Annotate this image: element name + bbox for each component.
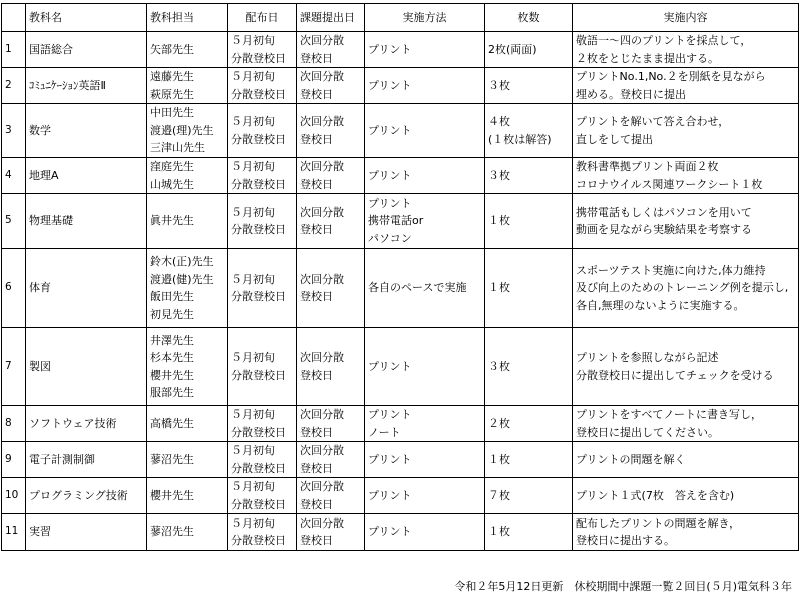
content-cell: [573, 32, 799, 68]
method-cell-line: 各自のペースで実施: [368, 281, 467, 295]
row-number: 11: [2, 514, 26, 551]
header-row: [2, 4, 799, 32]
content-cell-line: 配布したプリントの問題を解き，: [576, 516, 741, 530]
due-date-cell-line: 次回分散: [300, 205, 344, 219]
table-row: [2, 68, 799, 104]
row-number: 6: [2, 249, 26, 328]
teacher-cell-line: 服部先生: [150, 386, 194, 399]
method-cell-line: ノート: [368, 425, 401, 439]
distribution-date-cell-line: ５月初旬: [231, 272, 275, 286]
content-cell-line: 各自,無理のないように実施する。: [576, 298, 745, 312]
content-cell-line: スポーツテスト実施に向けた,体力維持: [576, 263, 766, 277]
sheet-count-cell: [485, 442, 573, 478]
distribution-date-cell-line: 分散登校日: [231, 368, 286, 382]
method-cell: [365, 249, 485, 328]
distribution-date-cell-line: ５月初旬: [231, 480, 275, 493]
due-date-cell-line: 登校日: [300, 368, 333, 382]
header-sheet-count: 枚数: [485, 4, 573, 32]
sheet-count-cell-line: (１枚は解答): [488, 132, 552, 146]
distribution-date-cell: [228, 249, 297, 328]
table-row: [2, 32, 799, 68]
table-row: [2, 406, 799, 442]
content-cell-line: 登校日に提出してください。: [576, 425, 719, 439]
subject-cell: 製図: [26, 328, 147, 406]
due-date-cell-line: 登校日: [300, 497, 333, 511]
sheet-count-cell: [485, 104, 573, 158]
method-cell: [365, 514, 485, 551]
content-cell-line: 埋める。登校日に提出: [576, 87, 686, 101]
teacher-cell: [147, 158, 228, 194]
teacher-cell-line: 櫻井先生: [150, 368, 194, 382]
table-row: [2, 194, 799, 249]
teacher-cell: [147, 104, 228, 158]
distribution-date-cell-line: ５月初旬: [231, 351, 275, 364]
content-cell-line: 携帯電話もしくはパソコンを用いて: [576, 205, 752, 219]
content-cell-line: 直しをして提出: [576, 132, 653, 146]
due-date-cell-line: 登校日: [300, 290, 333, 303]
teacher-cell: [147, 32, 228, 68]
distribution-date-cell-line: ５月初旬: [231, 70, 275, 83]
distribution-date-cell-line: ５月初旬: [231, 408, 275, 421]
content-cell-line: 登校日に提出する。: [576, 534, 675, 547]
due-date-cell-line: 次回分散: [300, 351, 344, 364]
footer-note: 令和２年5月12日更新 休校期間中課題一覧２回目(５月)電気科３年: [454, 580, 792, 593]
method-cell: [365, 406, 485, 442]
distribution-date-cell-line: 分散登校日: [231, 534, 286, 547]
row-number: 10: [2, 478, 26, 514]
distribution-date-cell-line: ５月初旬: [231, 34, 275, 47]
distribution-date-cell-line: 分散登校日: [231, 223, 286, 236]
distribution-date-cell-line: ５月初旬: [231, 444, 275, 457]
sheet-count-cell-line: １枚: [488, 452, 510, 466]
content-cell: [573, 514, 799, 551]
sheet-count-cell-line: ３枚: [488, 78, 510, 92]
subject-cell: 体育: [26, 249, 147, 328]
header-content: 実施内容: [573, 4, 799, 32]
distribution-date-cell: [228, 194, 297, 249]
due-date-cell-line: 次回分散: [300, 34, 344, 47]
due-date-cell: [297, 406, 365, 442]
teacher-cell: [147, 442, 228, 478]
distribution-date-cell-line: ５月初旬: [231, 160, 275, 173]
subject-cell: 電子計測制御: [26, 442, 147, 478]
method-cell: [365, 478, 485, 514]
sheet-count-cell-line: ３枚: [488, 359, 510, 373]
row-number: 4: [2, 158, 26, 194]
due-date-cell-line: 次回分散: [300, 516, 344, 530]
method-cell: [365, 158, 485, 194]
teacher-cell-line: 渡邉(理)先生: [150, 123, 214, 137]
teacher-cell-line: 三津山先生: [150, 141, 205, 155]
due-date-cell-line: 登校日: [300, 534, 333, 547]
distribution-date-cell-line: 分散登校日: [231, 290, 286, 303]
teacher-cell: [147, 68, 228, 104]
due-date-cell-line: 次回分散: [300, 115, 344, 128]
subject-cell: ｺﾐｭﾆｹｰｼｮﾝ英語Ⅱ: [26, 68, 147, 104]
due-date-cell-line: 登校日: [300, 177, 333, 191]
due-date-cell: [297, 328, 365, 406]
due-date-cell-line: 登校日: [300, 461, 333, 475]
distribution-date-cell-line: 分散登校日: [231, 461, 286, 475]
due-date-cell: [297, 478, 365, 514]
method-cell-line: プリント: [368, 168, 412, 182]
content-cell-line: プリントNo.1,No.２を別紙を見ながら: [576, 70, 766, 83]
distribution-date-cell-line: 分散登校日: [231, 177, 286, 191]
row-number: 8: [2, 406, 26, 442]
sheet-count-cell-line: １枚: [488, 214, 510, 228]
table-row: [2, 328, 799, 406]
sheet-count-cell-line: １枚: [488, 525, 510, 539]
content-cell-line: 分散登校日に提出してチェックを受ける: [576, 368, 774, 382]
due-date-cell: [297, 32, 365, 68]
method-cell: [365, 194, 485, 249]
method-cell: [365, 68, 485, 104]
teacher-cell-line: 窪庭先生: [150, 160, 194, 173]
distribution-date-cell: [228, 328, 297, 406]
content-cell: [573, 249, 799, 328]
subject-cell: 物理基礎: [26, 194, 147, 249]
distribution-date-cell-line: 分散登校日: [231, 132, 286, 146]
teacher-cell-line: 鈴木(正)先生: [150, 255, 214, 268]
content-cell-line: プリントをすべてノートに書き写し，: [576, 408, 763, 421]
sheet-count-cell: [485, 158, 573, 194]
row-number: 5: [2, 194, 26, 249]
teacher-cell-line: 山城先生: [150, 177, 194, 191]
header-method: 実施方法: [365, 4, 485, 32]
sheet-count-cell: [485, 194, 573, 249]
distribution-date-cell-line: ５月初旬: [231, 205, 275, 219]
sheet-count-cell-line: ４枚: [488, 115, 510, 128]
due-date-cell-line: 次回分散: [300, 408, 344, 421]
content-cell-line: プリントの問題を解く: [576, 452, 686, 466]
teacher-cell-line: 蓼沼先生: [150, 452, 194, 466]
teacher-cell-line: 杉本先生: [150, 351, 194, 364]
due-date-cell-line: 次回分散: [300, 160, 344, 173]
content-cell-line: プリントを参照しながら記述: [576, 351, 719, 364]
teacher-cell-line: 中田先生: [150, 106, 194, 120]
distribution-date-cell-line: 分散登校日: [231, 87, 286, 101]
method-cell-line: パソコン: [368, 231, 412, 245]
method-cell-line: プリント: [368, 78, 412, 92]
due-date-cell-line: 登校日: [300, 51, 333, 65]
method-cell-line: プリント: [368, 525, 412, 539]
teacher-cell: [147, 328, 228, 406]
method-cell-line: プリント: [368, 123, 412, 137]
table-row: [2, 249, 799, 328]
row-number: 7: [2, 328, 26, 406]
subject-cell: 実習: [26, 514, 147, 551]
distribution-date-cell-line: 分散登校日: [231, 497, 286, 511]
content-cell-line: 教科書準拠プリント両面２枚: [576, 160, 719, 173]
sheet-count-cell: [485, 478, 573, 514]
sheet-count-cell-line: ２枚: [488, 416, 510, 430]
header-due-date: 課題提出日: [297, 4, 365, 32]
sheet-count-cell-line: ７枚: [488, 488, 510, 502]
due-date-cell-line: 次回分散: [300, 480, 344, 493]
subject-cell: プログラミング技術: [26, 478, 147, 514]
teacher-cell-line: 遠藤先生: [150, 70, 194, 83]
content-cell-line: プリント１式(7枚 答えを含む): [576, 488, 735, 502]
content-cell: [573, 68, 799, 104]
assignment-table: [1, 3, 799, 551]
row-number: 2: [2, 68, 26, 104]
content-cell: [573, 158, 799, 194]
distribution-date-cell-line: ５月初旬: [231, 115, 275, 128]
sheet-count-cell-line: １枚: [488, 281, 510, 295]
teacher-cell-line: 櫻井先生: [150, 488, 194, 502]
method-cell-line: プリント: [368, 359, 412, 373]
content-cell-line: コロナウイルス関連ワークシート１枚: [576, 177, 763, 191]
table-row: [2, 104, 799, 158]
sheet-count-cell: [485, 328, 573, 406]
due-date-cell-line: 登校日: [300, 87, 333, 101]
method-cell: [365, 32, 485, 68]
sheet-count-cell: [485, 68, 573, 104]
due-date-cell: [297, 249, 365, 328]
subject-cell: 数学: [26, 104, 147, 158]
content-cell-line: 及び向上のためのトレーニング例を提示し,: [576, 281, 789, 295]
method-cell-line: プリント: [368, 408, 412, 421]
content-cell: [573, 328, 799, 406]
teacher-cell: [147, 249, 228, 328]
teacher-cell-line: 初見先生: [150, 307, 194, 321]
table-row: [2, 442, 799, 478]
table-row: [2, 514, 799, 551]
method-cell: [365, 328, 485, 406]
content-cell: [573, 104, 799, 158]
sheet-count-cell-line: ３枚: [488, 168, 510, 182]
due-date-cell: [297, 442, 365, 478]
distribution-date-cell: [228, 406, 297, 442]
due-date-cell: [297, 194, 365, 249]
row-number: 1: [2, 32, 26, 68]
distribution-date-cell: [228, 442, 297, 478]
teacher-cell-line: 矢部先生: [150, 42, 194, 56]
teacher-cell-line: 渡邉(健)先生: [150, 272, 214, 286]
due-date-cell-line: 登校日: [300, 425, 333, 439]
teacher-cell-line: 高橋先生: [150, 416, 194, 430]
due-date-cell: [297, 104, 365, 158]
content-cell: [573, 478, 799, 514]
method-cell-line: プリント: [368, 196, 412, 210]
content-cell-line: ２枚をとじたまま提出する。: [576, 51, 719, 65]
due-date-cell-line: 登校日: [300, 132, 333, 146]
table-row: [2, 478, 799, 514]
teacher-cell-line: 井澤先生: [150, 333, 194, 347]
teacher-cell-line: 飯田先生: [150, 290, 194, 303]
distribution-date-cell: [228, 478, 297, 514]
table-row: [2, 158, 799, 194]
due-date-cell: [297, 158, 365, 194]
sheet-count-cell: [485, 32, 573, 68]
due-date-cell-line: 次回分散: [300, 444, 344, 457]
method-cell-line: プリント: [368, 488, 412, 502]
content-cell: [573, 194, 799, 249]
subject-cell: ソフトウェア技術: [26, 406, 147, 442]
distribution-date-cell-line: 分散登校日: [231, 51, 286, 65]
distribution-date-cell: [228, 68, 297, 104]
teacher-cell-line: 眞井先生: [150, 214, 194, 228]
teacher-cell-line: 萩原先生: [150, 87, 194, 101]
row-number: 9: [2, 442, 26, 478]
sheet-count-cell: [485, 406, 573, 442]
distribution-date-cell: [228, 32, 297, 68]
due-date-cell-line: 次回分散: [300, 272, 344, 286]
sheet-count-cell: [485, 249, 573, 328]
content-cell-line: 動画を見ながら実験結果を考察する: [576, 223, 752, 236]
content-cell: [573, 442, 799, 478]
teacher-cell: [147, 478, 228, 514]
distribution-date-cell-line: 分散登校日: [231, 425, 286, 439]
header-no: [2, 4, 26, 32]
sheet-count-cell-line: 2枚(両面): [488, 42, 537, 56]
method-cell: [365, 104, 485, 158]
content-cell-line: 敬語一～四のプリントを採点して，: [576, 34, 752, 47]
due-date-cell-line: 次回分散: [300, 70, 344, 83]
subject-cell: 地理A: [26, 158, 147, 194]
method-cell-line: 携帯電話or: [368, 214, 424, 228]
header-distribution-date: 配布日: [228, 4, 297, 32]
teacher-cell: [147, 194, 228, 249]
header-teacher: 教科担当: [147, 4, 228, 32]
content-cell: [573, 406, 799, 442]
method-cell-line: プリント: [368, 42, 412, 56]
distribution-date-cell-line: ５月初旬: [231, 516, 275, 530]
teacher-cell: [147, 514, 228, 551]
header-subject: 教科名: [26, 4, 147, 32]
subject-cell: 国語総合: [26, 32, 147, 68]
distribution-date-cell: [228, 158, 297, 194]
due-date-cell-line: 登校日: [300, 223, 333, 236]
due-date-cell: [297, 68, 365, 104]
teacher-cell-line: 蓼沼先生: [150, 525, 194, 539]
distribution-date-cell: [228, 104, 297, 158]
method-cell: [365, 442, 485, 478]
method-cell-line: プリント: [368, 452, 412, 466]
distribution-date-cell: [228, 514, 297, 551]
teacher-cell: [147, 406, 228, 442]
row-number: 3: [2, 104, 26, 158]
due-date-cell: [297, 514, 365, 551]
content-cell-line: プリントを解いて答え合わせ，: [576, 115, 730, 128]
sheet-count-cell: [485, 514, 573, 551]
